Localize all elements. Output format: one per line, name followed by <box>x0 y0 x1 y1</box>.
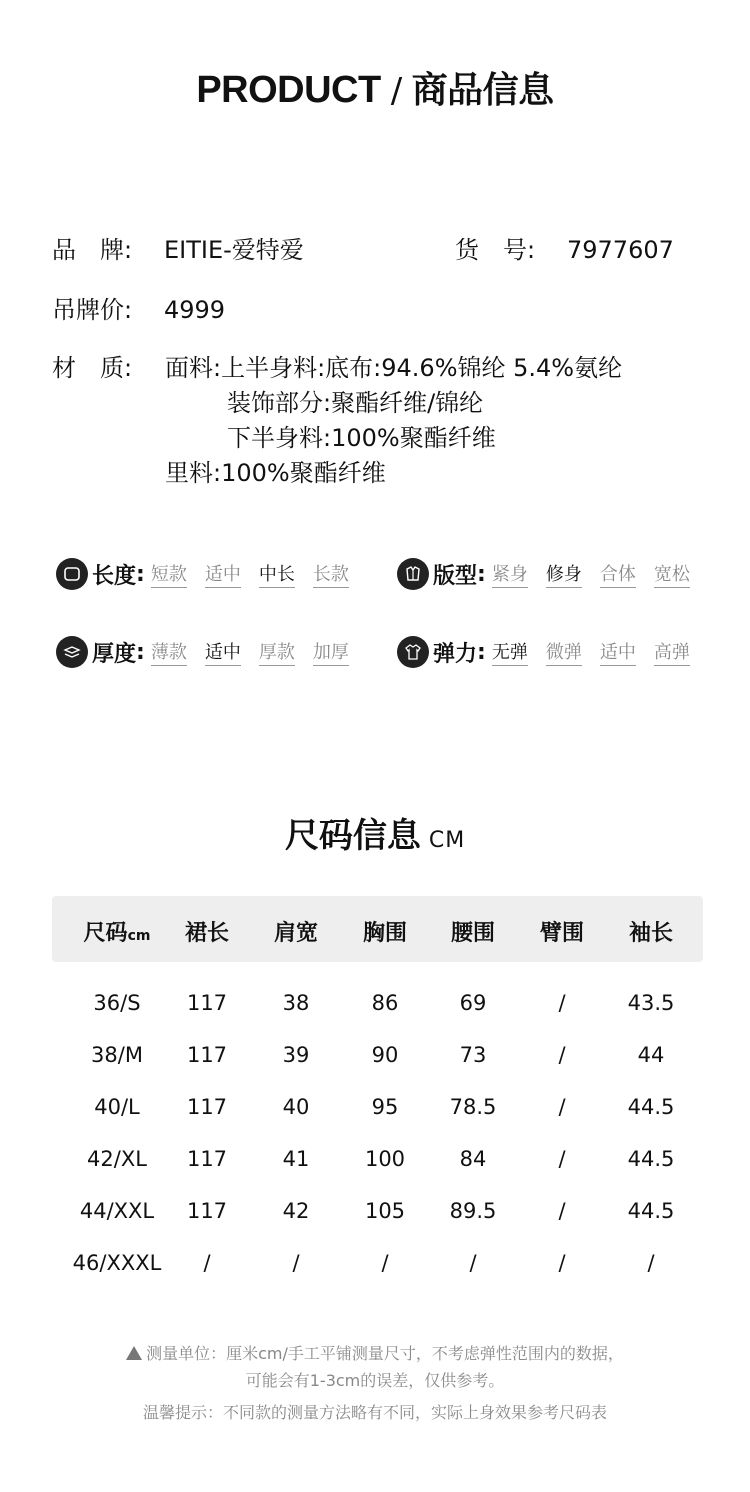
table-row-size: 38/M <box>91 1043 143 1067</box>
table-header-unit: cm <box>127 928 151 944</box>
attr-thickness-option-selected: 适中 <box>205 638 241 666</box>
price-value: 4999 <box>164 296 226 324</box>
table-cell: 78.5 <box>449 1095 497 1119</box>
attr-colon: : <box>136 561 145 587</box>
dress-length-icon <box>56 558 88 590</box>
material-row <box>52 348 164 383</box>
note-line-3: 温馨提示：不同款的测量方法略有不同，实际上身效果参考尺码表 <box>142 1403 607 1422</box>
table-header-cell <box>251 916 341 947</box>
table-cell: 105 <box>364 1199 406 1223</box>
attr-colon: : <box>477 561 486 587</box>
table-header-text: 尺码 <box>83 921 128 946</box>
table-cell: 117 <box>186 1043 228 1067</box>
note-line-2: 可能会有1-3cm的误差，仅供参考。 <box>245 1371 505 1390</box>
attr-thickness <box>56 634 349 670</box>
silhouette-icon <box>397 558 429 590</box>
price-label: 吊牌价: <box>52 296 133 324</box>
measurement-note <box>0 1341 750 1364</box>
table-header-text: 袖长 <box>628 921 673 946</box>
table-cell: / <box>558 1147 566 1171</box>
table-header-cell <box>72 916 162 947</box>
table-cell: 38 <box>282 991 310 1015</box>
title-slash: / <box>390 71 402 111</box>
table-cell: 117 <box>186 1095 228 1119</box>
table-cell: / <box>558 1251 566 1275</box>
title-zh: 商品信息 <box>411 70 554 111</box>
attr-length-option: 适中 <box>205 560 241 588</box>
table-cell: 44 <box>637 1043 665 1067</box>
table-cell: 86 <box>371 991 399 1015</box>
material-label: 材 质: <box>52 354 133 382</box>
table-row-size: 42/XL <box>87 1147 147 1171</box>
table-cell: 117 <box>186 1147 228 1171</box>
sku-value: 7977607 <box>567 236 674 264</box>
attr-colon: : <box>477 639 486 665</box>
table-row-size: 36/S <box>93 991 141 1015</box>
brand-row <box>52 230 304 265</box>
table-cell: 42 <box>282 1199 310 1223</box>
attr-fit-option-selected: 修身 <box>546 560 582 588</box>
table-cell: 84 <box>459 1147 487 1171</box>
table-header-text: 胸围 <box>362 921 407 946</box>
size-section-title <box>0 808 750 857</box>
attr-elasticity-option: 高弹 <box>654 638 690 666</box>
table-header-cell <box>428 916 518 947</box>
table-header-text: 臂围 <box>539 921 584 946</box>
attr-length-option: 短款 <box>151 560 187 588</box>
attr-length-option: 长款 <box>313 560 349 588</box>
attr-fit-option: 宽松 <box>654 560 690 588</box>
table-cell: 43.5 <box>627 991 675 1015</box>
table-header-text: 裙长 <box>184 921 229 946</box>
attr-length-option-selected: 中长 <box>259 560 295 588</box>
attr-fit-option: 合体 <box>600 560 636 588</box>
table-cell: 100 <box>364 1147 406 1171</box>
table-header-text: 腰围 <box>450 921 495 946</box>
table-cell: 89.5 <box>449 1199 497 1223</box>
brand-label: 品 牌: <box>52 236 133 264</box>
table-cell: 95 <box>371 1095 399 1119</box>
attr-elasticity <box>397 634 690 670</box>
attr-fit-option: 紧身 <box>492 560 528 588</box>
table-cell: 90 <box>371 1043 399 1067</box>
table-cell: / <box>203 1251 211 1275</box>
attr-thickness-option: 薄款 <box>151 638 187 666</box>
table-cell: 41 <box>282 1147 310 1171</box>
table-cell: / <box>558 1095 566 1119</box>
table-cell: 69 <box>459 991 487 1015</box>
table-header-cell <box>517 916 607 947</box>
sku-label: 货 号: <box>455 236 536 264</box>
tshirt-stretch-icon <box>397 636 429 668</box>
attr-thickness-option: 加厚 <box>313 638 349 666</box>
table-cell: / <box>558 991 566 1015</box>
title-en: PRODUCT <box>196 69 381 111</box>
attr-length <box>56 556 349 592</box>
brand-value: EITIE-爱特爱 <box>164 236 304 264</box>
table-header-text: 肩宽 <box>273 921 318 946</box>
fabric-layers-icon <box>56 636 88 668</box>
material-line: 面料:上半身料:底布:94.6%锦纶 5.4%氨纶 <box>165 354 623 382</box>
table-cell: / <box>292 1251 300 1275</box>
attr-colon: : <box>136 639 145 665</box>
size-title-unit: CM <box>428 828 466 853</box>
attr-elasticity-option-selected: 无弹 <box>492 638 528 666</box>
table-cell: / <box>558 1199 566 1223</box>
note-line-1: 测量单位：厘米cm/手工平铺测量尺寸，不考虑弹性范围内的数据， <box>146 1344 624 1363</box>
table-cell: 44.5 <box>627 1147 675 1171</box>
table-header-cell <box>606 916 696 947</box>
table-row-size: 44/XXL <box>79 1199 155 1223</box>
price-row <box>52 290 225 325</box>
table-cell: 117 <box>186 991 228 1015</box>
table-cell: / <box>381 1251 389 1275</box>
material-line: 下半身料:100%聚酯纤维 <box>227 424 496 452</box>
material-line: 里料:100%聚酯纤维 <box>165 459 386 487</box>
table-cell: / <box>469 1251 477 1275</box>
attr-fit-label: 版型 <box>433 563 478 589</box>
table-cell: 44.5 <box>627 1095 675 1119</box>
table-header-cell <box>340 916 430 947</box>
table-cell: 39 <box>282 1043 310 1067</box>
attr-thickness-option: 厚款 <box>259 638 295 666</box>
table-cell: 117 <box>186 1199 228 1223</box>
attr-elasticity-option: 微弹 <box>546 638 582 666</box>
warning-icon <box>126 1346 142 1360</box>
table-row-size: 40/L <box>94 1095 140 1119</box>
page-title <box>0 62 750 113</box>
table-cell: 40 <box>282 1095 310 1119</box>
table-cell: / <box>647 1251 655 1275</box>
size-title-text: 尺码信息 <box>284 816 421 856</box>
attr-fit <box>397 556 690 592</box>
table-row-size: 46/XXXL <box>72 1251 162 1275</box>
sku-row <box>455 230 674 265</box>
table-header-cell <box>162 916 252 947</box>
table-cell: / <box>558 1043 566 1067</box>
table-cell: 44.5 <box>627 1199 675 1223</box>
material-line: 装饰部分:聚酯纤维/锦纶 <box>227 389 484 417</box>
attr-thickness-label: 厚度 <box>92 641 137 667</box>
table-cell: 73 <box>459 1043 487 1067</box>
attr-elasticity-label: 弹力 <box>433 641 478 667</box>
attr-elasticity-option: 适中 <box>600 638 636 666</box>
attr-length-label: 长度 <box>92 563 137 589</box>
